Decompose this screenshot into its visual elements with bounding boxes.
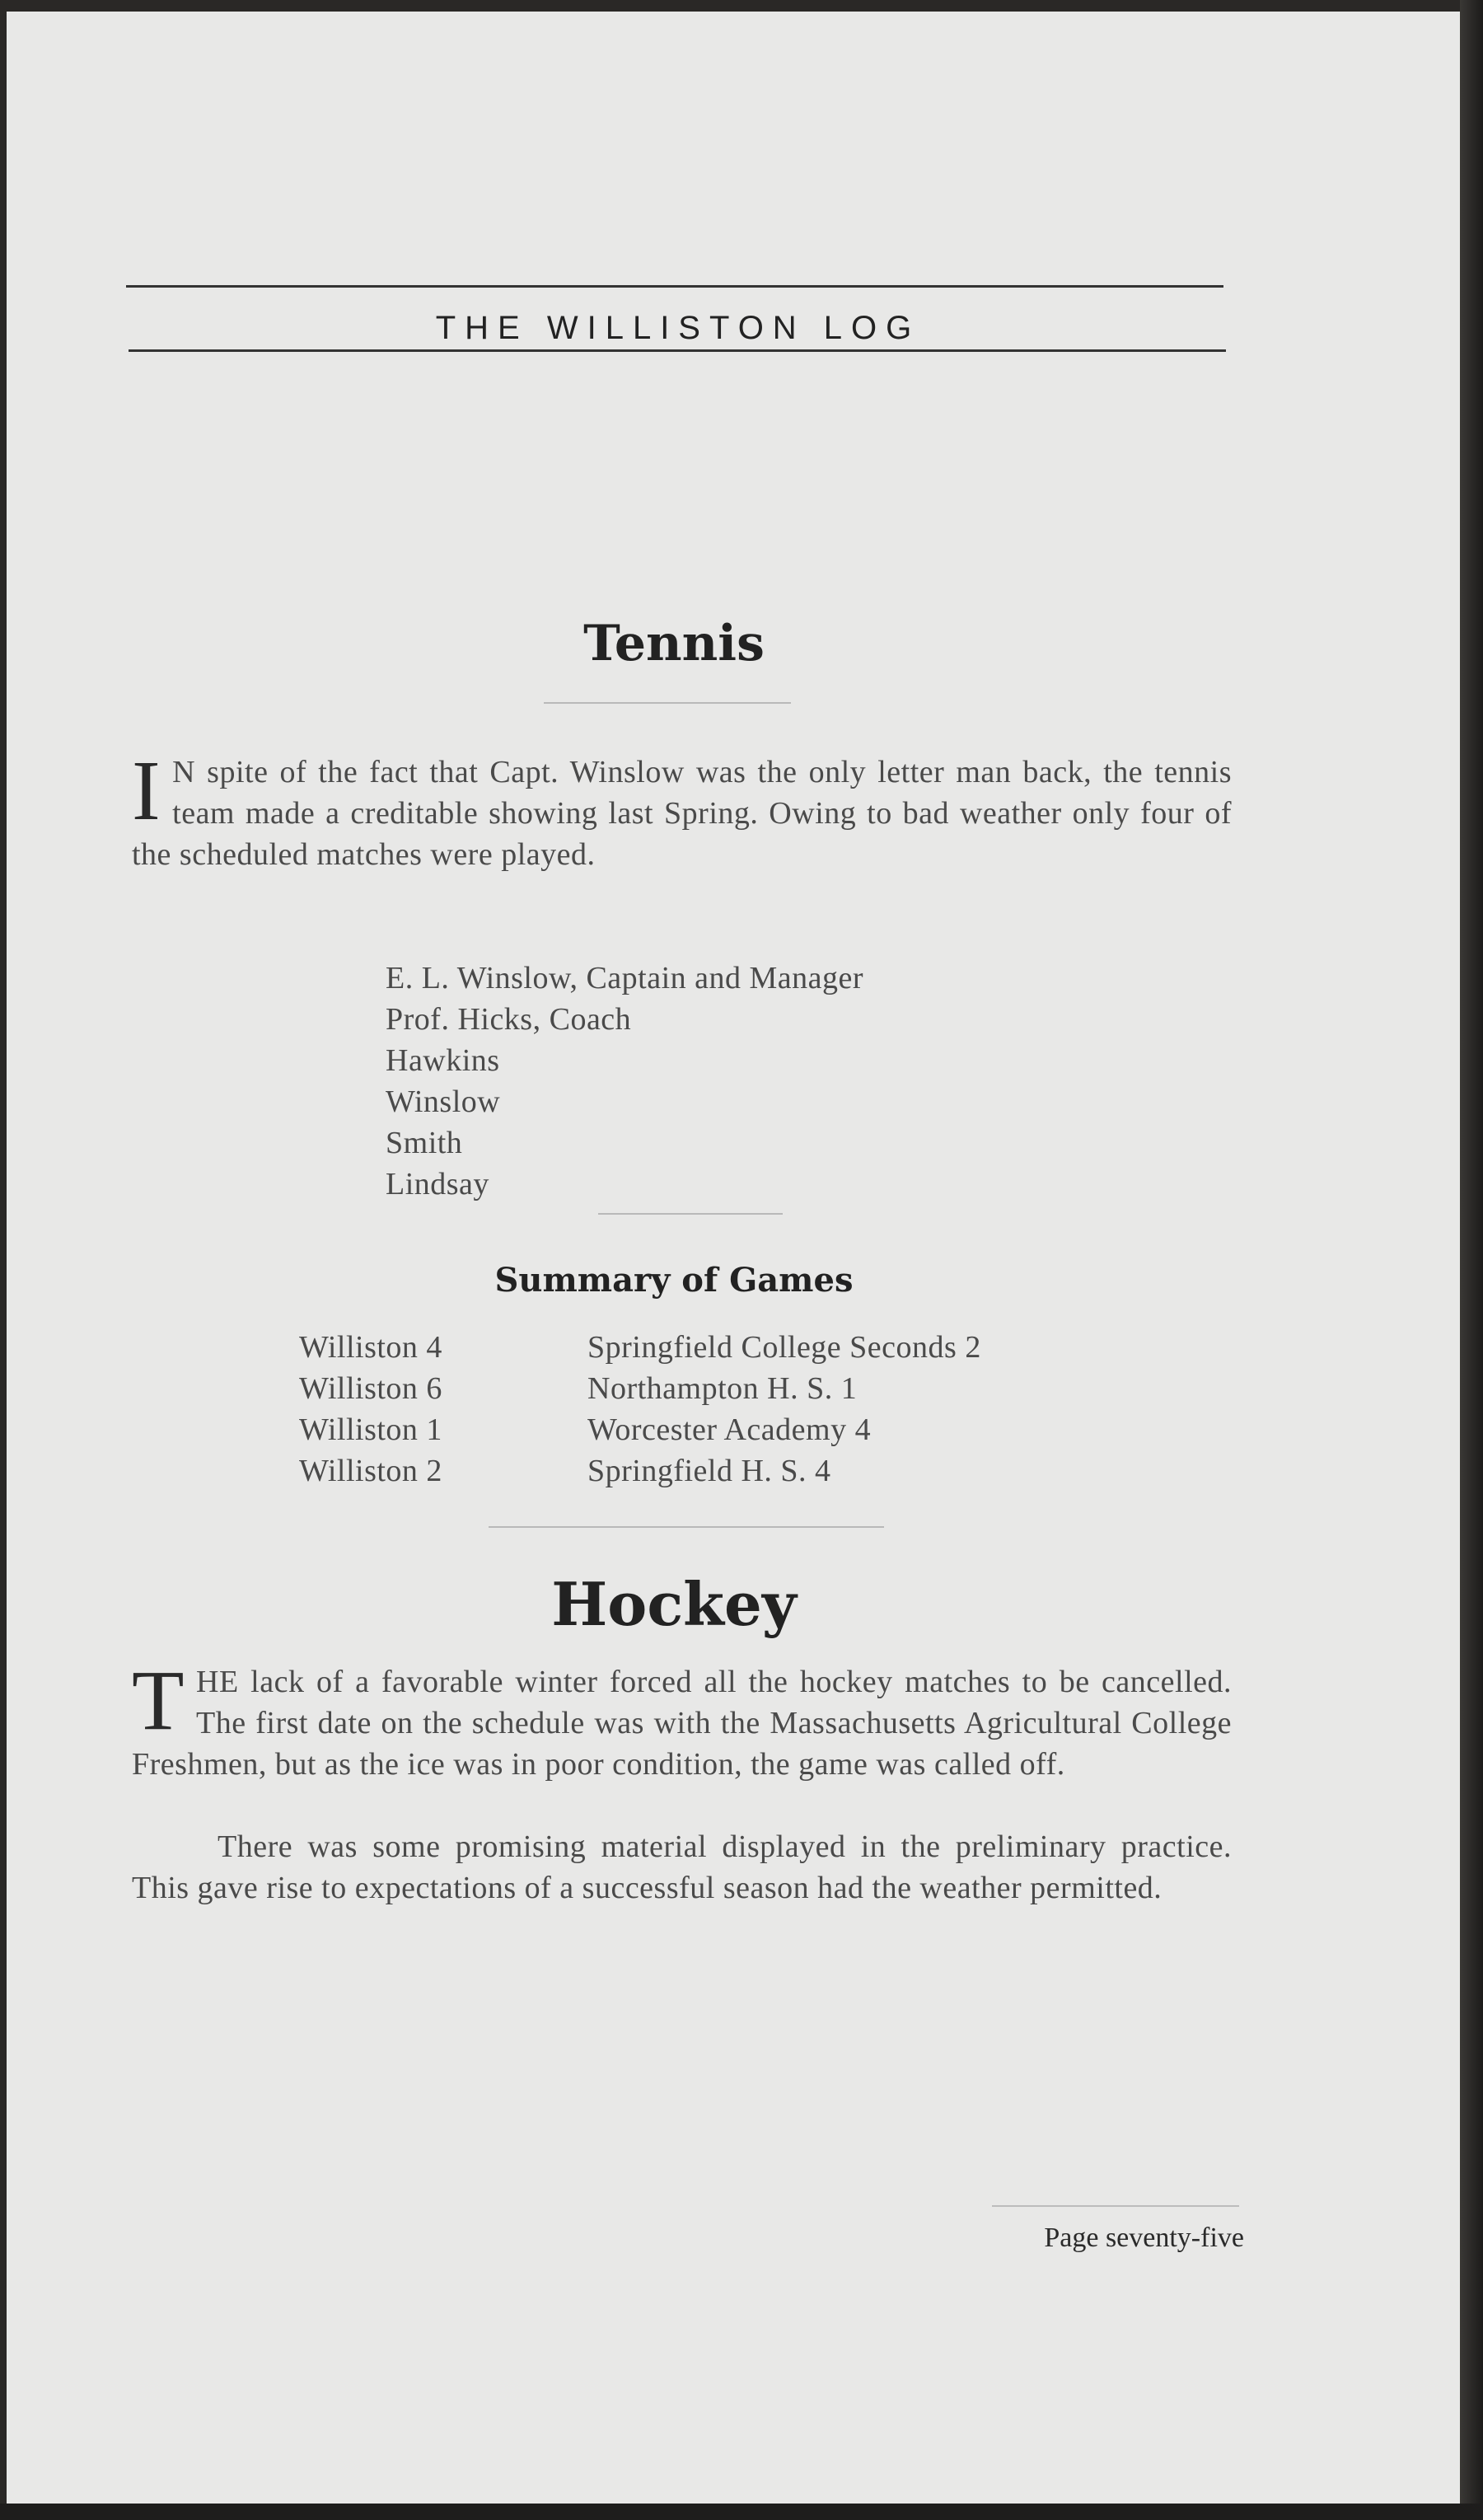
hockey-dropcap: T xyxy=(132,1653,185,1748)
game-row xyxy=(299,1409,981,1450)
roster-entry: Hawkins xyxy=(386,1043,500,1078)
game-home-score: Williston 2 xyxy=(299,1454,442,1488)
game-opponent-score: Northampton H. S. 1 xyxy=(587,1371,858,1406)
tennis-intro-text: N spite of the fact that Capt. Winslow was the only letter man back, the tennis team made a creditable showing last Spring. Owing to bad weather only four of the scheduled matches were played. xyxy=(132,755,1232,872)
tennis-heading-separator xyxy=(544,702,791,704)
roster-entry: Lindsay xyxy=(386,1167,489,1201)
roster-entry: Smith xyxy=(386,1126,463,1160)
hockey-paragraph-1 xyxy=(132,1653,1232,1785)
game-opponent-score: Springfield College Seconds 2 xyxy=(587,1330,981,1365)
footer-rule xyxy=(992,2205,1239,2207)
tennis-intro-paragraph xyxy=(132,743,1232,875)
game-home-score: Williston 1 xyxy=(299,1412,442,1447)
game-row xyxy=(299,1450,981,1492)
summary-of-games-heading: Summary of Games xyxy=(494,1261,854,1300)
game-home-score: Williston 6 xyxy=(299,1371,442,1406)
tennis-dropcap: I xyxy=(132,743,161,838)
hockey-paragraph-2 xyxy=(132,1826,1232,1909)
running-header: THE WILLISTON LOG xyxy=(435,310,921,346)
page-number-label: Page seventy-five xyxy=(1044,2223,1244,2253)
game-opponent-score: Worcester Academy 4 xyxy=(587,1412,872,1447)
header-rule-top xyxy=(126,285,1223,288)
document-page xyxy=(7,12,1460,2504)
roster-separator xyxy=(598,1213,783,1215)
roster-entry: E. L. Winslow, Captain and Manager xyxy=(386,961,864,995)
page-edge-right xyxy=(1460,0,1483,2520)
page-edge-bottom xyxy=(0,2504,1483,2520)
game-opponent-score: Springfield H. S. 4 xyxy=(587,1454,831,1488)
hockey-paragraph-2-text: There was some promising material displayed in the preliminary practice. This gave rise to expectations of a successful season had the weather permitted. xyxy=(132,1829,1232,1905)
roster-entry: Winslow xyxy=(386,1084,501,1119)
tennis-heading: Tennis xyxy=(583,615,765,672)
games-summary-table xyxy=(299,1327,981,1492)
game-row xyxy=(299,1368,981,1409)
header-rule-bottom xyxy=(129,349,1226,352)
game-home-score: Williston 4 xyxy=(299,1330,442,1365)
tennis-roster xyxy=(386,958,863,1205)
roster-entry: Prof. Hicks, Coach xyxy=(386,1002,632,1037)
hockey-heading: Hockey xyxy=(551,1569,797,1639)
game-row xyxy=(299,1327,981,1368)
games-separator xyxy=(489,1526,884,1528)
hockey-paragraph-1-text: HE lack of a favorable winter forced all the hockey matches to be cancelled. The first date on the schedule was with the Massachusetts Agricultural College Freshmen, but as the ice was in poor condition, the game was called off. xyxy=(132,1665,1232,1782)
